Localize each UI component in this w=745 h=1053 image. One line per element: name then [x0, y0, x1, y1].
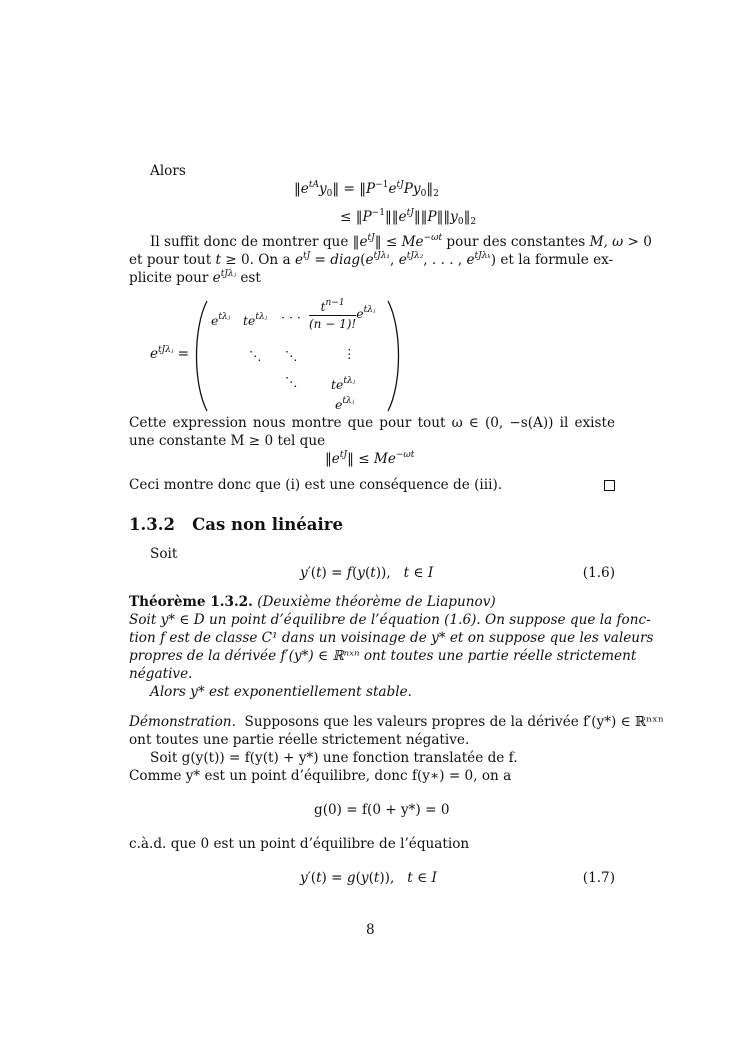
- equation-1-7: y′(t) = g(y(t)), t ∈ I: [300, 870, 437, 886]
- matrix-cell: · · ·: [281, 310, 301, 325]
- section-title: Cas non linéaire: [192, 515, 343, 534]
- matrix-cell: $te^{t\lambda ⱼ}$: [331, 376, 356, 392]
- demonstration-line-5: c.à.d. que 0 est un point d’équilibre de l’équation: [129, 836, 470, 852]
- demonstration-line-4: Comme y* est un point d’équilibre, donc f(y∗) = 0, on a: [129, 768, 512, 784]
- matrix-cell: ⋱: [249, 348, 262, 363]
- theorem-name: (Deuxième théorème de Liapunov): [257, 594, 496, 610]
- theorem-line-5: Alors y* est exponentiellement stable.: [150, 684, 412, 700]
- paragraph-suffit-line-2: et pour tout t ≥ 0. On a $e^{tJ}$ = $diag(e^{tJ\lambda_1}$, $e^{tJ\lambda_2}$, . . . , $e^{tJ\lambda_k}$) et la formule ex-: [129, 251, 614, 268]
- paragraph-suffit-line-3: plicite pour $e^{tJ\lambda ⱼ}$ est: [129, 269, 261, 286]
- demonstration-line-1: Démonstration. Supposons que les valeurs propres de la dérivée f′(y*) ∈ ℝⁿˣⁿ: [129, 714, 664, 730]
- theorem-line-2: tion f est de classe C¹ dans un voisinage de y* et on suppose que les valeurs: [129, 630, 654, 646]
- page-number: 8: [366, 922, 375, 938]
- equation-norm-2: ≤ $‖P^{-1}‖‖e^{tJ}‖‖P‖‖y_0‖_2$: [340, 208, 477, 227]
- demonstration-line-3: Soit g(y(t)) = f(y(t) + y*) une fonction translatée de f.: [150, 750, 518, 766]
- soit-word: Soit: [150, 546, 178, 562]
- equation-norm-1: $‖e^{tA}y_0‖$ = $‖P^{-1}e^{tJ}Py_0‖_2$: [294, 180, 439, 199]
- qed-box: [604, 479, 615, 495]
- theorem-line-1: Soit y* ∈ D un point d’équilibre de l’équation (1.6). On suppose que la fonc-: [129, 612, 651, 628]
- matrix-cell: $e^{t\lambda ⱼ}$: [211, 312, 231, 328]
- theorem-line-4: négative.: [129, 666, 193, 682]
- theorem-header: [129, 594, 496, 610]
- matrix-cell: ⋮: [343, 346, 356, 361]
- matrix-cell: $te^{t\lambda ⱼ}$: [243, 312, 268, 328]
- equation-1-6: y′(t) = f(y(t)), t ∈ I: [300, 565, 434, 581]
- demonstration-line-2: ont toutes une partie réelle strictement négative.: [129, 732, 470, 748]
- equation-1-6-number: (1.6): [582, 565, 615, 581]
- section-number: 1.3.2: [129, 515, 175, 534]
- paragraph-expression: Cette expression nous montre que pour tout ω ∈ (0, −s(A)) il existe une constante M ≥ 0 tel que: [129, 415, 615, 449]
- equation-1-7-number: (1.7): [582, 870, 615, 886]
- matrix-lhs: $e^{tJ\lambda ⱼ}$ =: [150, 345, 190, 362]
- matrix-cell: $\frac{t^{n-1}}{(n - 1)!}$ $e^{t\lambda ⱼ}$: [309, 298, 376, 331]
- paragraph-ceci: Ceci montre donc que (i) est une conséquence de (iii).: [129, 477, 503, 493]
- jordan-matrix: [195, 298, 400, 414]
- section-heading: [129, 515, 343, 534]
- intro-word: Alors: [150, 163, 186, 179]
- equation-bound: $‖e^{tJ}‖ \le Me^{-\omega t}$: [325, 450, 415, 467]
- demonstration-label: Démonstration.: [129, 714, 236, 730]
- theorem-label: Théorème 1.3.2.: [129, 594, 253, 610]
- matrix-cell: ⋱: [285, 374, 298, 389]
- theorem-line-3: propres de la dérivée f′(y*) ∈ ℝⁿˣⁿ ont toutes une partie réelle strictement: [129, 648, 637, 664]
- equation-g0: g(0) = f(0 + y*) = 0: [314, 802, 450, 818]
- matrix-cell: $e^{t\lambda ⱼ}$: [335, 396, 355, 412]
- matrix-cell: ⋱: [285, 348, 298, 363]
- paragraph-suffit-line-1: Il suffit donc de montrer que $‖e^{tJ}‖ \le Me^{-\omega t}$ pour des constantes M, ω > 0: [150, 233, 652, 250]
